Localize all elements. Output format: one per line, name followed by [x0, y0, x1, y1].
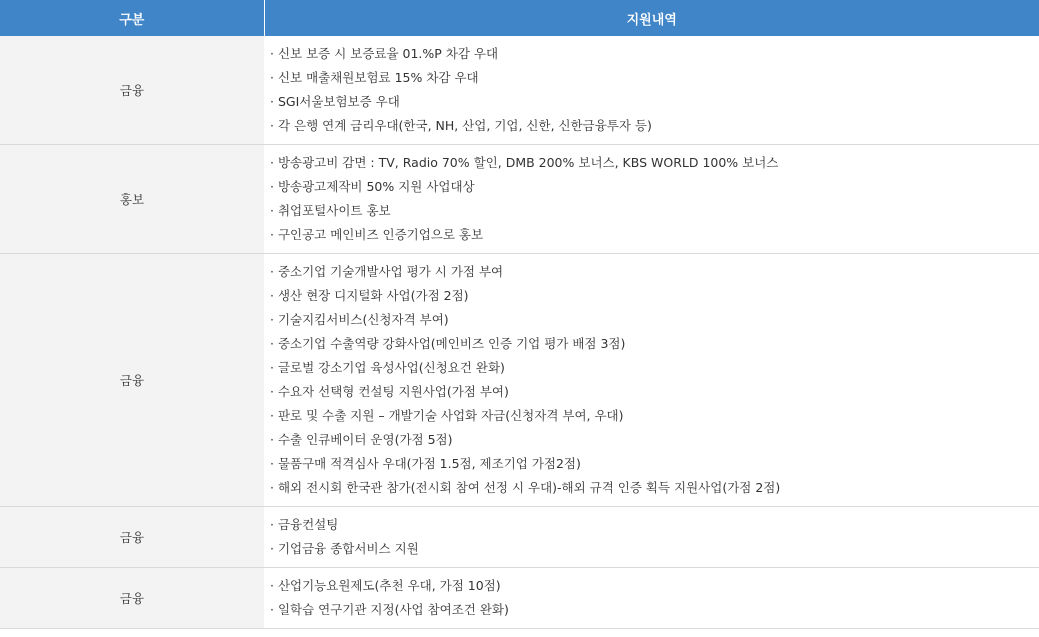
- table-row: [0, 254, 1039, 507]
- row-items: [264, 507, 1039, 568]
- row-items: [264, 254, 1039, 507]
- table-row: [0, 568, 1039, 629]
- list-item: · 기술지킴서비스(신청자격 부여): [270, 308, 1039, 332]
- header-category: 구분: [0, 0, 264, 36]
- list-item: · 수출 인큐베이터 운영(가점 5점): [270, 428, 1039, 452]
- list-item: · 해외 전시회 한국관 참가(전시회 참여 선정 시 우대)-해외 규격 인증 획득 지원사업(가점 2점): [270, 476, 1039, 500]
- list-item: · 판로 및 수출 지원 – 개발기술 사업화 자금(신청자격 부여, 우대): [270, 404, 1039, 428]
- row-category: 금융: [0, 254, 264, 507]
- list-item: · 생산 현장 디지털화 사업(가점 2점): [270, 284, 1039, 308]
- row-category: 금융: [0, 507, 264, 568]
- list-item: · 구인공고 메인비즈 인증기업으로 홍보: [270, 223, 1039, 247]
- list-item: · 중소기업 기술개발사업 평가 시 가점 부여: [270, 260, 1039, 284]
- table-row: [0, 36, 1039, 145]
- list-item: · 수요자 선택형 컨설팅 지원사업(가점 부여): [270, 380, 1039, 404]
- table-row: [0, 507, 1039, 568]
- list-item: · 중소기업 수출역량 강화사업(메인비즈 인증 기업 평가 배점 3점): [270, 332, 1039, 356]
- list-item: · 글로벌 강소기업 육성사업(신청요건 완화): [270, 356, 1039, 380]
- list-item: · 기업금융 종합서비스 지원: [270, 537, 1039, 561]
- list-item: · 신보 매출채원보험료 15% 차감 우대: [270, 66, 1039, 90]
- list-item: · 각 은행 연계 금리우대(한국, NH, 산업, 기업, 신한, 신한금융투자 등): [270, 114, 1039, 138]
- list-item: · 금융컨설팅: [270, 513, 1039, 537]
- table-row: [0, 145, 1039, 254]
- list-item: · 방송광고비 감면 : TV, Radio 70% 할인, DMB 200% 보너스, KBS WORLD 100% 보너스: [270, 151, 1039, 175]
- list-item: · 물품구매 적격심사 우대(가점 1.5점, 제조기업 가점2점): [270, 452, 1039, 476]
- list-item: · 일학습 연구기관 지정(사업 참여조건 완화): [270, 598, 1039, 622]
- list-item: · 신보 보증 시 보증료율 01.%P 차감 우대: [270, 42, 1039, 66]
- row-items: [264, 36, 1039, 145]
- header-support-details: 지원내역: [264, 0, 1039, 36]
- row-category: 홍보: [0, 145, 264, 254]
- row-category: 금융: [0, 36, 264, 145]
- table-header-row: [0, 0, 1039, 36]
- list-item: · SGI서울보험보증 우대: [270, 90, 1039, 114]
- list-item: · 산업기능요원제도(추천 우대, 가점 10점): [270, 574, 1039, 598]
- row-category: 금융: [0, 568, 264, 629]
- list-item: · 취업포털사이트 홍보: [270, 199, 1039, 223]
- list-item: · 방송광고제작비 50% 지원 사업대상: [270, 175, 1039, 199]
- row-items: [264, 145, 1039, 254]
- row-items: [264, 568, 1039, 629]
